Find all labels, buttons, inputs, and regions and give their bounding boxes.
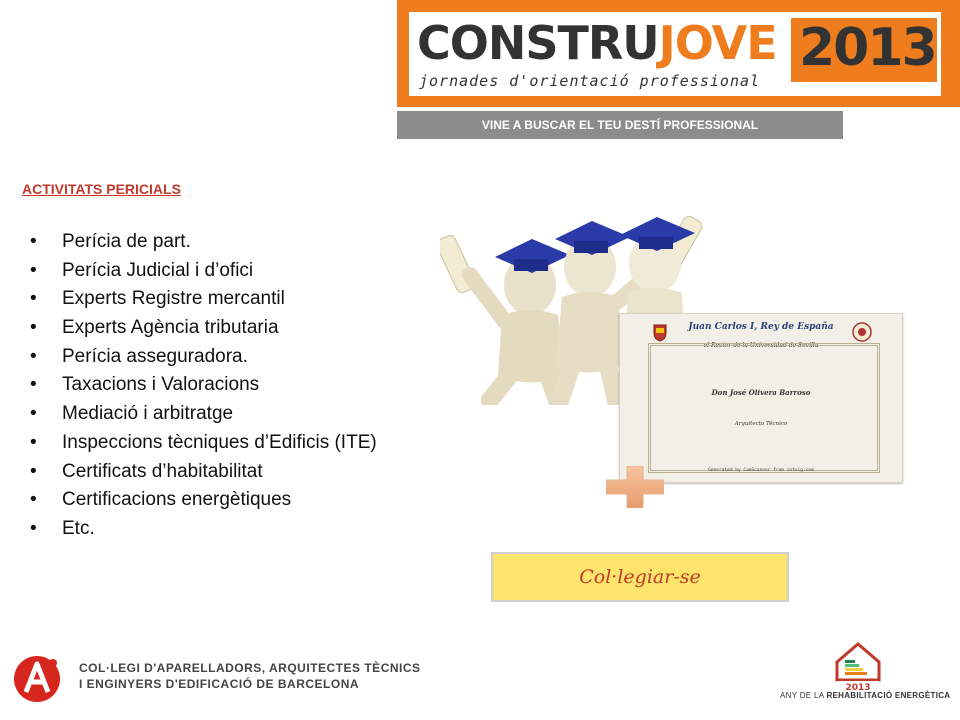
list-item-label: Mediació i arbitratge: [62, 403, 234, 425]
bullet-icon: •: [30, 489, 37, 511]
bullet-icon: •: [30, 317, 37, 339]
list-item: [30, 314, 377, 343]
header-banner: [397, 0, 960, 107]
bullet-icon: •: [30, 288, 37, 310]
graduate-figure-icon: [470, 239, 570, 403]
activities-list: [30, 228, 377, 544]
energy-caption-prefix: ANY DE LA: [780, 691, 827, 700]
list-item: [30, 257, 377, 286]
energy-year: 2013: [845, 683, 871, 692]
list-item-label: Certificacions energètiques: [62, 489, 292, 511]
bullet-icon: •: [30, 345, 37, 367]
energy-rehab-logo-icon: [833, 640, 883, 692]
logo-subtitle: jornades d'orientació professional: [419, 72, 761, 90]
certificate-heading: Juan Carlos I, Rey de España: [688, 322, 834, 332]
bullet-icon: •: [30, 231, 37, 252]
certificate-frame: [648, 343, 880, 473]
certificate-rector-line: el Rector de la Universidad de Sevilla: [703, 342, 819, 349]
list-item: [30, 486, 377, 515]
bullet-icon: •: [30, 403, 37, 425]
college-logo-icon: [12, 654, 62, 704]
logo-word-accent: JOVE: [658, 16, 777, 70]
certificate-footer: Generated by CamScanner from intsig.com: [708, 468, 814, 473]
college-name-line2: I ENGINYERS D'EDIFICACIÓ DE BARCELONA: [79, 677, 360, 691]
bullet-icon: •: [30, 517, 37, 539]
college-name-line1: COL·LEGI D'APARELLADORS, ARQUITECTES TÈCNICS: [79, 661, 421, 675]
list-item: [30, 371, 377, 400]
energy-caption-bold: REHABILITACIÓ ENERGÈTICA: [826, 691, 951, 700]
logo-word-dark: CONSTRU: [417, 16, 659, 70]
list-item: [30, 400, 377, 429]
diploma-certificate: [619, 313, 903, 483]
header-logo-box: [409, 12, 941, 96]
bullet-icon: •: [30, 431, 37, 453]
logo-year: 2013: [799, 18, 936, 78]
college-name: [79, 660, 421, 692]
list-item-label: Taxacions i Valoracions: [62, 374, 260, 396]
list-item: [30, 515, 377, 544]
logo-year-box: [791, 18, 937, 82]
list-item: [30, 343, 377, 372]
list-item: [30, 429, 377, 458]
list-item-label: Certificats d’habitabilitat: [62, 460, 263, 482]
bullet-icon: •: [30, 374, 37, 396]
tagline-bar: VINE A BUSCAR EL TEU DESTÍ PROFESSIONAL: [397, 111, 843, 139]
list-item-label: Perícia asseguradora.: [62, 345, 248, 367]
certificate-name: Don José Olivera Barroso: [711, 388, 811, 397]
certificate-degree: Arquitecto Técnico: [734, 421, 788, 427]
section-title: ACTIVITATS PERICIALS: [22, 181, 181, 197]
list-item-label: Inspeccions tècniques d’Edificis (ITE): [62, 431, 377, 453]
list-item-label: Perícia Judicial i d’ofici: [62, 259, 254, 281]
plus-icon: [606, 466, 664, 508]
list-item-label: Experts Agència tributaria: [62, 317, 279, 339]
list-item: [30, 228, 377, 257]
list-item-label: Experts Registre mercantil: [62, 288, 285, 310]
bullet-icon: •: [30, 259, 37, 281]
energy-caption: [780, 691, 951, 700]
collegiar-se-button[interactable]: Col·legiar-se: [491, 552, 789, 602]
list-item-label: Etc.: [62, 517, 95, 539]
construjove-logo: [417, 16, 777, 70]
list-item: [30, 285, 377, 314]
list-item-label: Perícia de part.: [62, 231, 191, 252]
list-item: [30, 458, 377, 487]
bullet-icon: •: [30, 460, 37, 482]
